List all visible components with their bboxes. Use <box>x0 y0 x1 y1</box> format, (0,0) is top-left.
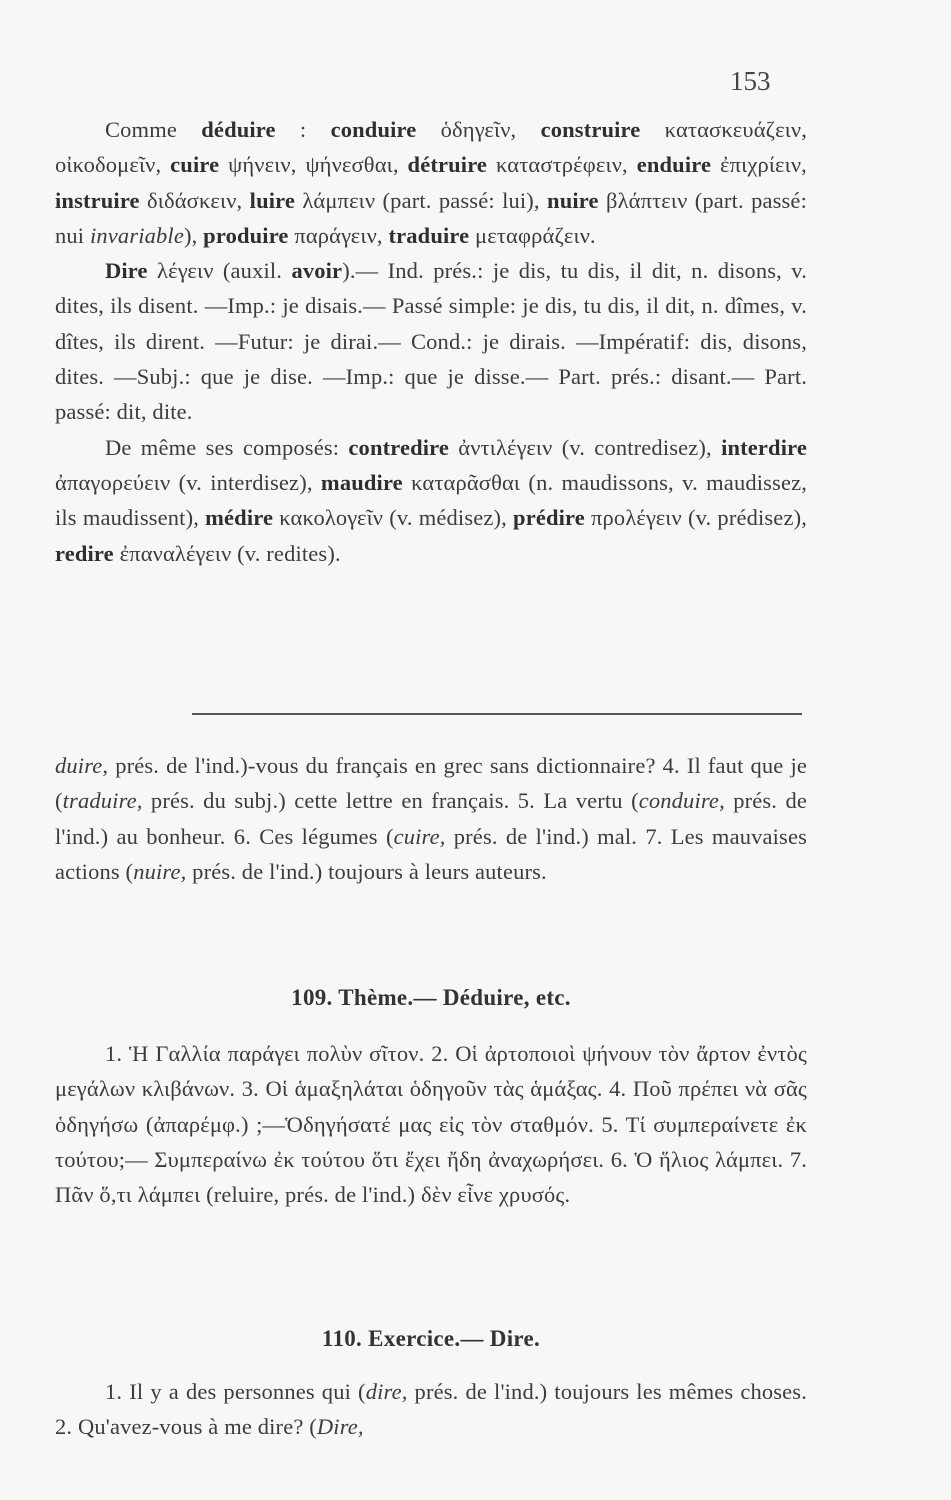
bold-term: instruire <box>55 187 140 213</box>
bold-term: contredire <box>348 434 450 460</box>
section-divider <box>192 713 802 715</box>
exercise-continuation-text <box>55 748 807 889</box>
text-run: ἐπιχρίειν, <box>711 152 807 178</box>
text-run: : <box>275 117 331 142</box>
verb-notes <box>55 112 807 571</box>
exercise-110-heading: 110. Exercice.— Dire. <box>321 1326 541 1351</box>
bold-term: détruire <box>407 152 488 178</box>
bold-term: Dire <box>105 258 148 284</box>
italic-term: conduire, <box>638 788 725 814</box>
page-number: 153 <box>730 66 771 96</box>
bold-term: construire <box>540 117 641 142</box>
paragraph-deduire <box>55 112 807 253</box>
text-run: prés. de l'ind.) mal. 7. Les mauvaises actions ( <box>55 823 807 884</box>
italic-term: traduire, <box>62 788 143 814</box>
bold-term: conduire <box>330 117 417 142</box>
italic-term: dire, <box>365 1379 408 1404</box>
text-run: De même ses composés: <box>105 434 349 460</box>
paragraph-composes <box>55 430 807 571</box>
text-run: βλάπτειν (part. passé: nui <box>55 187 807 248</box>
theme-109-block <box>55 1036 807 1212</box>
text-run: λάμπειν (part. passé: lui), <box>295 187 548 213</box>
bold-term: redire <box>55 540 114 566</box>
text-run: παράγειν, <box>288 222 389 248</box>
bold-term: déduire <box>201 117 276 142</box>
text-run: ).— Ind. prés.: je dis, tu dis, il dit, n. disons, v. dites, ils disent. —Imp.: je disais.— Passé simple: je dis, tu dis, il dit, n. dîmes, v. dîtes, ils dirent. —Futur: je dirai.— Cond.: je dirais. —Impératif: dis, disons, dites. —Subj.: que je dise. —Imp.: que je disse.— Part. prés.: disant.— Part. passé: dit, dite. <box>55 258 807 425</box>
bold-term: interdire <box>721 434 807 460</box>
text-run: prés. de l'ind.) toujours les mêmes choses. 2. Qu'avez-vous à me dire? ( <box>55 1379 807 1440</box>
text-run: ψήνειν, ψήνεσθαι, <box>219 152 408 178</box>
bold-term: luire <box>249 187 296 213</box>
text-run: κατασκευάζειν, οἰκοδομεῖν, <box>55 117 807 178</box>
bold-term: nuire <box>547 187 599 213</box>
italic-term: duire, <box>55 753 109 778</box>
text-run: κακολογεῖν (v. médisez), <box>273 505 514 531</box>
text-run: 1. Il y a des personnes qui ( <box>105 1379 366 1404</box>
bold-term: traduire <box>388 222 470 248</box>
text-run: προλέγειν (v. prédisez), <box>584 505 808 531</box>
exercise-continuation <box>55 748 807 889</box>
text-run: ὁδηγεῖν, <box>416 117 541 142</box>
text-run: prés. de l'ind.)-vous du français en grec sans dictionnaire? 4. Il faut que je ( <box>55 753 807 814</box>
exercise-110-block <box>55 1374 807 1445</box>
italic-term: Dire, <box>316 1414 364 1440</box>
paragraph-dire <box>55 253 807 429</box>
bold-term: maudire <box>320 469 403 495</box>
text-run: καταστρέφειν, <box>487 152 637 178</box>
text-run: ἀντιλέγειν (v. contredisez), <box>449 434 722 460</box>
italic-term: cuire, <box>393 823 446 849</box>
exercise-110-text <box>55 1374 807 1445</box>
text-run: μεταφράζειν. <box>469 222 596 248</box>
italic-term: invariable <box>89 222 184 248</box>
theme-109-text <box>55 1036 807 1212</box>
bold-term: médire <box>205 505 274 531</box>
bold-term: produire <box>203 222 289 248</box>
text-run: ἐπαναλέγειν (v. redites). <box>113 540 341 566</box>
text-run: prés. de l'ind.) toujours à leurs auteurs. <box>186 858 547 884</box>
text-run: ἀπαγορεύειν (v. interdisez), <box>55 469 321 495</box>
bold-term: cuire <box>170 152 220 178</box>
text-run: Comme <box>105 117 202 142</box>
bold-term: enduire <box>636 152 712 178</box>
text-run: ), <box>183 222 204 248</box>
text-run: λέγειν (auxil. <box>147 258 292 284</box>
bold-term: prédire <box>513 505 585 531</box>
text-run: καταρᾶσθαι (n. maudissons, v. maudissez, ils maudissent), <box>55 469 808 531</box>
italic-term: nuire, <box>133 858 187 884</box>
bold-term: avoir <box>291 258 343 284</box>
text-run: 1. Ἡ Γαλλία παράγει πολὺν σῖτον. 2. Οἱ ἀρτοποιοὶ ψήνουν τὸν ἄρτον ἐντὸς μεγάλων κλιβάνων. 3. Οἱ ἁμαξηλάται ὁδηγοῦν τὰς ἁμάξας. 4. Ποῦ πρέπει νὰ σᾶς ὁδηγήσω (ἀπαρέμφ.) ;—Ὁδηγήσατέ μας εἰς τὸν σταθμόν. 5. Τί συμπεραίνετε ἐκ τούτου;— Συμπεραίνω ἐκ τούτου ὅτι ἔχει ἤδη ἀναχωρήσει. 6. Ὁ ἥλιος λάμπει. 7. Πᾶν ὅ,τι λάμπει (reluire, prés. de l'ind.) δὲν εἶνε χρυσός. <box>55 1041 807 1208</box>
theme-109-heading: 109. Thème.— Déduire, etc. <box>291 985 571 1010</box>
text-run: prés. de l'ind.) au bonheur. 6. Ces légumes ( <box>55 788 807 849</box>
text-run: prés. du subj.) cette lettre en français. 5. La vertu ( <box>142 788 639 814</box>
text-run: διδάσκειν, <box>139 187 250 213</box>
